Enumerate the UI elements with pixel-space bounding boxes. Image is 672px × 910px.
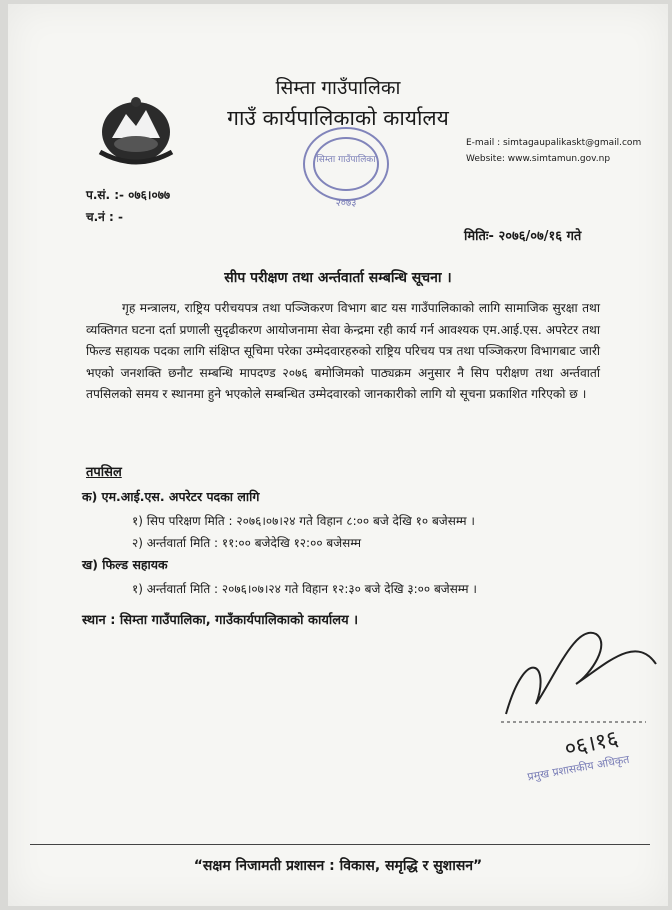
signature-date-text: ०६।१६ xyxy=(562,726,621,763)
website-text: Website: www.simtamun.gov.np xyxy=(466,154,611,164)
email-text: E-mail : simtagaupalikaskt@gmail.com xyxy=(466,138,642,148)
letter-page xyxy=(8,4,668,906)
section-a-item-1: १) सिप परिक्षण मिति : २०७६।०७।२४ गते विहान ८:०० बजे देखि १० बजेसम्म । xyxy=(132,514,475,528)
section-a-title: क) एम.आई.एस. अपरेटर पदका लागि xyxy=(82,489,260,504)
letter-date: मितिः- २०७६/०७/१६ गते xyxy=(464,229,582,244)
details-heading: तपसिल xyxy=(86,465,122,480)
patra-sankhya: प.सं. :- ०७६।०७७ xyxy=(86,188,171,202)
notice-body: गृह मन्त्रालय, राष्ट्रिय परीचयपत्र तथा पञ्जिकरण विभाग बाट यस गाउँपालिकाको लागि सामाजिक सुरक्षा तथा व्यक्तिगत घटना दर्ता प्रणाली सुदृढीकरण आयोजनामा सेवा केन्द्रमा रही कार्य गर्न आवश्यक एम.आई.एस. अपरेटर तथा फिल्ड सहायक पदका लागि संक्षिप्त सूचिमा परेका उम्मेदवारहरुको राष्ट्रिय परिचय पत्र तथा पञ्जिकरण विभागबाट जारी भएको जनशक्ति छनौट सम्बन्धि मापदण्ड २०७६ बमोजिमको पाठ्यक्रम अनुसार नै सिप परीक्षण तथा अर्न्तवार्ता तपसिलको समय र स्थानमा हुने भएकोले सम्बन्धित उम्मेदवारको जानकारीको लागि यो सूचना प्रकाशित गरिएको छ । xyxy=(86,301,600,401)
venue-line: स्थान : सिम्ता गाउँपालिका, गाउँकार्यपालिकाको कार्यालय । xyxy=(82,613,359,628)
signature-icon xyxy=(496,604,671,784)
section-b-item-1: १) अर्न्तवार्ता मिति : २०७६।०७।२४ गते विहान १२:३० बजे देखि ३:०० बजेसम्म । xyxy=(132,582,477,596)
reference-block xyxy=(86,184,170,228)
stamp-name-text: सिम्ता गाउँपालिका xyxy=(316,155,376,165)
section-a-item-2: २) अर्न्तवार्ता मिति : ११:०० बजेदेखि १२:०० बजेसम्म xyxy=(132,536,362,550)
section-b-title: ख) फिल्ड सहायक xyxy=(82,557,168,572)
stamp-year-text: २०७३ xyxy=(335,198,357,209)
office-name: गाउँ कार्यपालिकाको कार्यालय xyxy=(227,106,449,130)
signature-stamp-text: प्रमुख प्रशासकीय अधिकृत xyxy=(526,752,631,784)
office-stamp-icon xyxy=(286,122,406,212)
notice-subject: सीप परीक्षण तथा अर्न्तवार्ता सम्बन्धि सूचना । xyxy=(224,270,452,286)
contact-block xyxy=(466,135,641,167)
municipality-name: सिम्ता गाउँपालिका xyxy=(275,77,401,99)
chalani-number: च.नं : - xyxy=(86,210,123,224)
footer-divider xyxy=(30,844,650,845)
footer-motto: “सक्षम निजामती प्रशासन : विकास, समृद्धि र सुशासन” xyxy=(193,858,483,874)
